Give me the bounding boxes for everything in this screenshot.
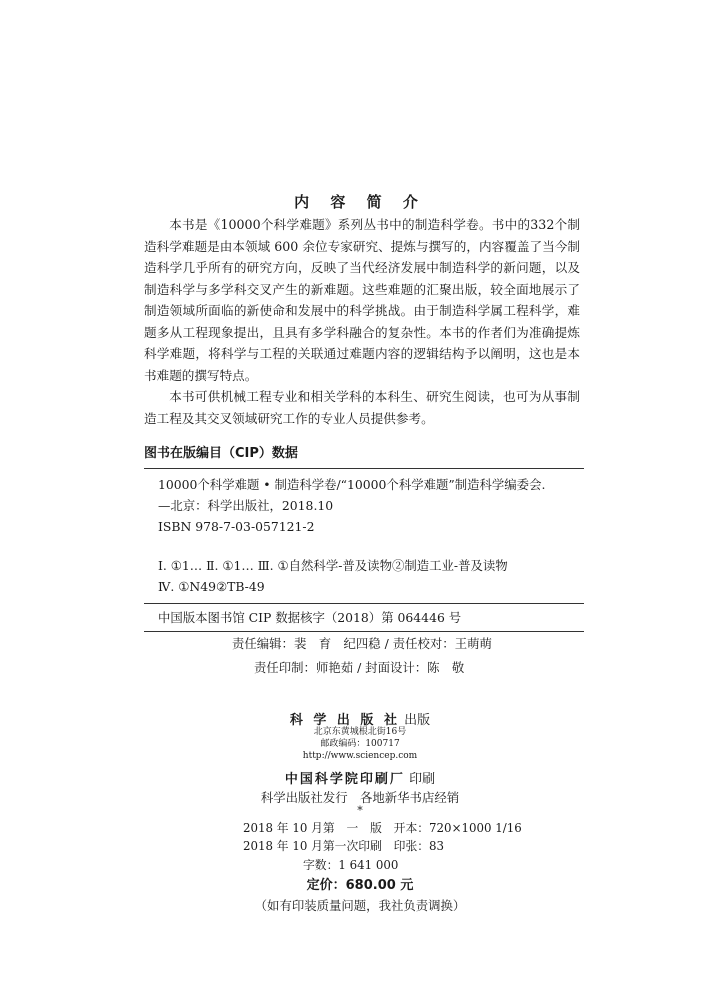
price: 定价：680.00 元 (306, 878, 414, 893)
publisher-url: http://www.sciencep.com (302, 751, 418, 761)
cip-classification-line: Ⅰ. ①1… Ⅱ. ①1… Ⅲ. ①自然科学-普及读物②制造工业-普及读物 (158, 558, 508, 573)
cip-classification-line-2: Ⅳ. ①N49②TB-49 (158, 579, 265, 594)
cip-spacer (158, 537, 584, 555)
edition-line: 2018 年 10 月第 一 版 开本：720×1000 1/16 (243, 821, 522, 835)
cip-body (144, 474, 584, 597)
quality-note: （如有印装质量问题，我社负责调换） (254, 898, 466, 913)
intro-section (144, 214, 580, 429)
cip-publisher-line: —北京：科学出版社，2018.10 (158, 498, 334, 513)
printing-line: 2018 年 10 月第一次印刷 印张：83 (243, 839, 445, 853)
page-title: 内 容 简 介 (294, 193, 426, 211)
printer-name: 中国科学院印刷厂 (284, 772, 405, 787)
cip-title-line: 10000个科学难题 • 制造科学卷/“10000个科学难题”制造科学编委会. (158, 477, 546, 492)
intro-paragraph-2: 本书可供机械工程专业和相关学科的本科生、研究生阅读，也可为从事制造工程及其交叉领域研究工作的专业人员提供参考。 (144, 389, 580, 426)
publisher-address: 北京东黄城根北街16号 (313, 727, 407, 737)
separator-star: * (357, 804, 363, 817)
publisher-suffix: 出版 (404, 713, 431, 728)
cip-record (144, 443, 584, 632)
word-count: 字数：1 641 000 (303, 858, 399, 872)
printer-suffix: 印刷 (409, 772, 436, 787)
credits-production: 责任印制：师艳茹 / 封面设计：陈 敬 (254, 660, 465, 675)
publisher-postcode: 邮政编码：100717 (320, 739, 400, 749)
cip-heading: 图书在版编目（CIP）数据 (144, 443, 584, 469)
credits-editors: 责任编辑：裴 育 纪四稳 / 责任校对：王萌萌 (232, 636, 492, 651)
cip-isbn-line: ISBN 978-7-03-057121-2 (158, 519, 315, 534)
distribution-line: 科学出版社发行 各地新华书店经销 (260, 790, 460, 805)
intro-paragraph-1: 本书是《10000个科学难题》系列丛书中的制造科学卷。书中的332个制造科学难题是由本领域 600 余位专家研究、提炼与撰写的，内容覆盖了当今制造科学几乎所有的研究方向，反映了当代经济发展中制造科学的新问题，以及制造科学与多学科交叉产生的新难题。这些难题的汇聚出版，较全面地展示了制造领域所面临的新使命和发展中的科学挑战。由于制造科学属工程科学，难题多从工程现象提出，且具有多学科融合的复杂性。本书的作者们为准确提炼科学难题，将科学与工程的关联通过难题内容的逻辑结构予以阐明，这也是本书难题的撰写特点。 (144, 217, 580, 383)
publisher-name: 科 学 出 版 社 (289, 713, 400, 728)
printer-line (0, 768, 720, 787)
cip-verify-number: 中国版本图书馆 CIP 数据核字（2018）第 064446 号 (144, 603, 584, 632)
